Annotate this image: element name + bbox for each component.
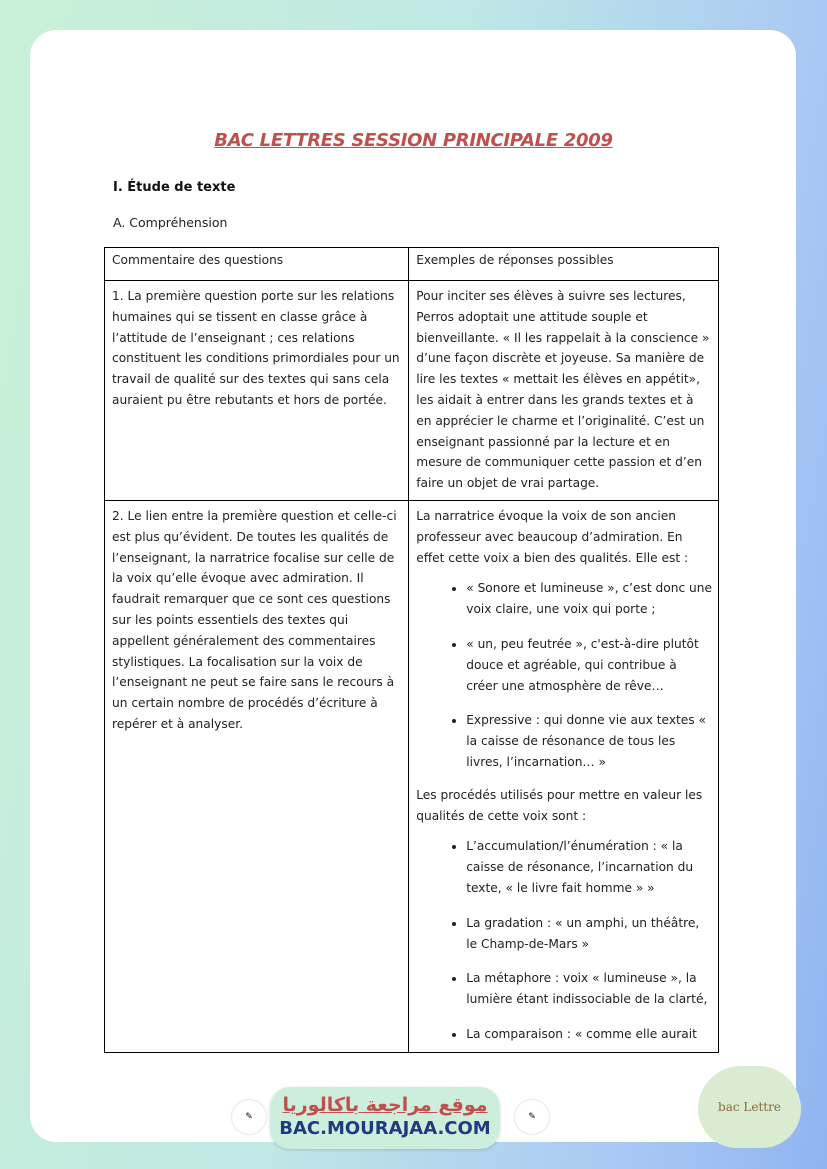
list-item: • « Sonore et lumineuse », c’est donc une voix claire, une voix qui porte ; — [466, 578, 712, 620]
column-header: Commentaire des questions — [105, 248, 409, 281]
list-item: • L’accumulation/l’énumération : « la caisse de résonance, l’incarnation du texte, « le livre fait homme » » — [466, 836, 712, 898]
list-item: • La gradation : « un amphi, un théâtre, le Champ-de-Mars » — [466, 913, 712, 955]
list-item: • « un, peu feutrée », c'est-à-dire plutôt douce et agréable, qui contribue à créer une atmosphère de rêve… — [466, 634, 712, 696]
document-title: BAC LETTRES SESSION PRINCIPALE 2009 — [214, 130, 613, 151]
site-logo-icon: ✎ — [232, 1100, 266, 1134]
answer-example: Pour inciter ses élèves à suivre ses lectures, Perros adoptait une attitude souple et bienveillante. « Il les rappelait à la conscience » d’une façon discrète et joyeuse. Sa manière de lire les textes « mettait les élèves en appétit», les aidait à entrer dans les grands textes et à en apprécier le charme et l’originalité. C’est un enseignant passionné par la lecture et en mesure de communiquer cette passion et d’en faire un objet de vrai partage. — [409, 281, 719, 501]
site-banner[interactable] — [270, 1087, 500, 1149]
procedes-intro: Les procédés utilisés pour mettre en valeur les qualités de cette voix sont : — [416, 787, 703, 823]
table-header-row — [105, 248, 719, 281]
question-comment: 1. La première question porte sur les relations humaines qui se tissent en classe grâce à l’attitude de l’enseignant ; ces relations constituent les conditions primordiales pour un travail de qualité sur des textes qui sans cela auraient pu être rebutants et hors de portée. — [105, 281, 409, 501]
section-heading: I. Étude de texte — [113, 180, 236, 195]
banner-arabic-title: موقع مراجعة باكالوريا — [282, 1094, 488, 1116]
procedes-list — [416, 836, 712, 1044]
table-row — [105, 281, 719, 501]
subsection-heading: A. Compréhension — [113, 215, 228, 230]
column-header: Exemples de réponses possibles — [409, 248, 719, 281]
site-logo-icon: ✎ — [515, 1100, 549, 1134]
banner-url-link[interactable]: BAC.MOURAJAA.COM — [279, 1118, 491, 1139]
answers-table — [104, 247, 719, 1053]
question-comment: 2. Le lien entre la première question et celle-ci est plus qu’évident. De toutes les qualités de l’enseignant, la narratrice focalise sur celle de la voix qu’elle évoque avec admiration. Il faudrait remarquer que ce sont ces questions sur les points essentiels des textes qui appellent généralement des commentaires stylistiques. La focalisation sur la voix de l’enseignant ne peut se faire sans le recours à un certain nombre de procédés d’écriture à repérer et à analyser. — [105, 500, 409, 1052]
list-item: • La comparaison : « comme elle aurait — [466, 1024, 712, 1045]
answer-example — [409, 500, 719, 1052]
table-row — [105, 500, 719, 1052]
list-item: • Expressive : qui donne vie aux textes « la caisse de résonance de tous les livres, l’incarnation… » — [466, 710, 712, 772]
answer-intro: La narratrice évoque la voix de son ancien professeur avec beaucoup d’admiration. En effet cette voix a bien des qualités. Elle est : — [416, 508, 689, 565]
qualities-list — [416, 578, 712, 772]
bac-lettre-badge: bac Lettre — [698, 1066, 801, 1148]
list-item: • La métaphore : voix « lumineuse », la lumière étant indissociable de la clarté, — [466, 968, 712, 1010]
